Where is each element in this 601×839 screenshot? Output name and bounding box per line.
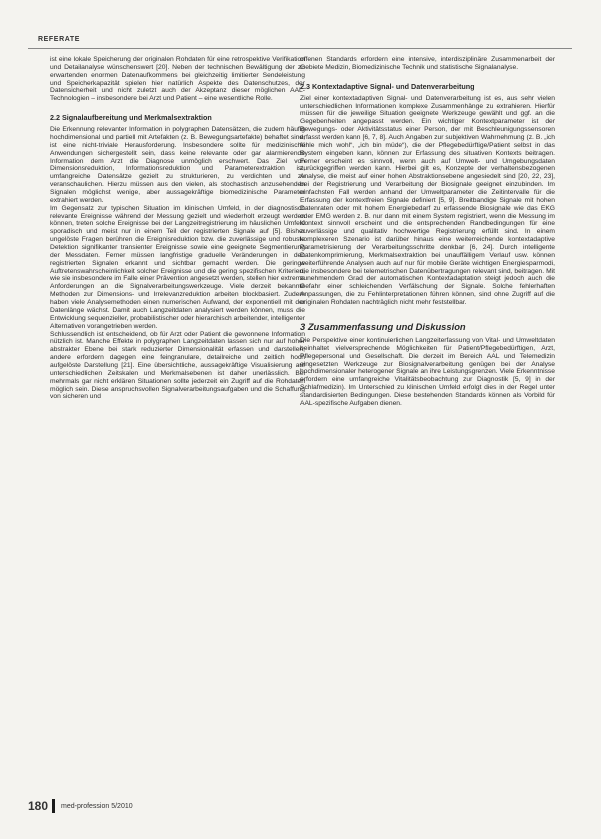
right-column xyxy=(300,56,555,408)
section-heading: 2.2 Signalaufbereitung und Merkmalsextraktion xyxy=(50,113,212,123)
paragraph: Die Perspektive einer kontinuierlichen Langzeiterfassung von Vital- und Umweltdaten beinhaltet vielversprechende Möglichkeiten für Patient/Pflegebedürftigen, Arzt, Pflegepersonal und Gesellschaft. Die derzeit im Bereich AAL und Telemedizin eingesetzten Werkzeuge zur Biosignalverarbeitung genügen bei der Analyse hochdimensionaler heterogener Signale an ihre Leistungsgrenzen. Viele Erkenntnisse erfordern eine umfangreiche Vitalitätsbeobachtung zur Diagnostik [5, 9] in der Schlafmedizin). Im Unterschied zu klinischen Umfeld erfolgt dies in der Regel unter standardisierten Bedingungen. Diese bestehenden Standards können als Vorbild für AAL-spezifische Aufgaben dienen. xyxy=(300,336,555,407)
paragraph: Schlussendlich ist entscheidend, ob für Arzt oder Patient die gewonnene Information nützlich ist. Manche Effekte in polygraphen Langzeitdaten lassen sich nur auf hoher abstrakter Ebene bei stark reduzierter Dimensionalität erfassen und darstellen, andere erfordern dagegen eine feingranulare, detailreiche und zeitlich hoch aufgelöste Darstellung [21]. Eine übersichtliche, aussagekräftige Visualisierung auf unterschiedlichen Zeitskalen und Merkmalsebenen ist daher unerlässlich. Bei mehrmals gar nicht erklären Situationen sollte jederzeit ein Zugriff auf die Rohdaten möglich sein. Diese anspruchsvollen Signalverarbeitungsaufgaben und die Schaffung von sicheren und xyxy=(50,330,305,401)
section-heading: 2.3 Kontextadaptive Signal- und Datenverarbeitung xyxy=(300,81,475,91)
paragraph: ist eine lokale Speicherung der originalen Rohdaten für eine retrospektive Verifikation und Detailanalyse wünschenswert [20]. Neben der technischen Bewältigung der zu erwartenden enormen Datenaufkommens bei gleichzeitig limitierter Sendeleistung und Speicherkapazität spielen hier natürlich Aspekte des Datenschutzes, der Datensicherheit und nicht zuletzt auch der Akzeptanz dieser möglichen AAL-Technologien – insbesondere bei Arzt und Patient – eine wesentliche Rolle. xyxy=(50,56,305,103)
left-column xyxy=(50,56,305,401)
paragraph: Im Gegensatz zur typischen Situation im klinischen Umfeld, in der diagnostisch relevante Ereignisse während der Messung gezielt und wiederholt erzeugt werden können, treten solche Ereignisse bei der Langzeitregistrierung im häuslichen Umfeld sporadisch und meist nur in einem Teil der registrierten Signale auf [5]. Bisher ungelöste Fragen berühren die Ereignisreduktion bzw. die zuverlässige und robuste Detektion signifikanter transienter Ereignisse sowie eine geeignete Segmentierung der Messdaten. Ferner müssen langfristige graduelle Veränderungen in den registrierten Signalen erkannt und sichtbar gemacht werden. Die geringe Auftretenswahrscheinlichkeit solcher Ereignisse und die gering spezifischen Kriterien, wie sie insbesondere im Falle einer Prävention angesetzt werden, stellen hier extreme Anforderungen an die Signalverarbeitungswerkzeuge. Viele derzeit bekannte Methoden zur Dimensions- und Irrelevanzreduktion arbeiten blockbasiert. Zudem haben viele Analysemethoden einen numerischen Aufwand, der exponentiell mit der Datenlänge wächst. Damit auch Langzeitdaten analysiert werden können, muss die Entwicklung sequenzieller, probabilistischer oder hierarchisch arbeitender, intelligenter Alternativen vorangetrieben werden. xyxy=(50,204,306,330)
chapter-heading: 3 Zusammenfassung und Diskussion xyxy=(300,320,466,332)
paragraph: Ziel einer kontextadaptiven Signal- und Datenverarbeitung ist es, aus sehr vielen unterschiedlichen Informationen komplexe Zusammenhänge zu extrahieren. Hierfür müssen für die jeweilige Situation geeignete Werkzeuge gewählt und ggf. an die Gegebenheiten angepasst werden. Ein wichtiger Kontextparameter ist der Bewegungs- oder Aktivitätsstatus einer Person, der mit Beschleunigungssensoren erfasst werden kann [6, 7, 8]. Auch Angaben zur subjektiven Wahrnehmung (z. B. „ich fühle mich wohl“, „ich bin müde“), die der Pflegebedürftige/Patient selbst in das System eingeben kann, können zur Erfassung des situativen Kontexts beitragen. Ferner erscheint es sinnvoll, wenn auch auf Umwelt- und Umgebungsdaten zurückgegriffen werden kann. Hierbei gilt es, Konzepte der verhaltensbezogenen Analyse, die meist auf einer hohen Abstraktionsebene angesiedelt sind [20, 22, 23], bei der Registrierung und Verarbeitung der Biosignale geeignet einzubinden. Im einfachsten Fall werden anhand der Umweltparameter die Zeitintervalle für die Erfassung der kontextfreien Signale definiert [5, 9]. Breitbandige Signale mit hohen Datenraten oder mit hohem Energiebedarf zu erfassende Biosignale wie das EKG oder EMG werden z. B. nur dann mit einem System registriert, wenn die Messung im Kontext sinnvoll erscheint und die entsprechenden Randbedingungen für eine zuverlässige und qualitativ hochwertige Registrierung erfüllt sind. In einem komplexeren Szenario ist darüber hinaus eine weiterreichende kontextadaptive Parametrisierung der Verarbeitungsschritte denkbar [6, 24]. Durch intelligente Datenkomprimierung, Merkmalsextraktion bei unauffälligem Verlauf usw. können weiterführende Analysen auch auf nur für mobile Geräte wichtigen Energiesparmodi, die insbesondere bei telemetrischen Datenübertragungen relevant sind, beitragen. Mit zunehmendem Grad der automatischen Kontextadaptation steigt jedoch auch die Gefahr einer schleichenden Verfälschung der Signale. Solche fehlerhaften Anpassungen, die zu Fehlinterpretationen führen können, sind ohne Zugriff auf die originalen Rohdaten nachträglich nicht mehr feststellbar. xyxy=(300,94,555,307)
paragraph: offenen Standards erfordern eine intensive, interdisziplinäre Zusammenarbeit der Gebiete Medizin, Biomedizinische Technik und statistische Signalanalyse. xyxy=(300,56,555,71)
header-rule xyxy=(28,34,572,49)
section-label: REFERATE xyxy=(38,36,81,43)
page-number: 180 xyxy=(28,799,55,813)
page-footer xyxy=(28,798,328,814)
journal-name: med-profession 5/2010 xyxy=(61,802,133,810)
paragraph: Die Erkennung relevanter Information in polygraphen Datensätzen, die zudem häufig hochdimensional und partiell mit Artefakten (z. B. Bewegungsartefakte) behaftet sind, ist eine nicht-triviale Herausforderung. Insbesondere sollte für medizinische Anwendungen sichergestellt sein, dass keine relevante oder gar alarmierende Information dem Arzt die Diagnose unmöglich erschwert. Das Ziel von Dimensionsreduktion, Informationsreduktion und Parameterextraktion ist, umfangreiche Datensätze gezielt zu strukturieren, zu verdichten und zu veranschaulichen. Hierzu müssen aus den vielen, als stochastisch anzusehenden Signalen möglichst wenige, aber aussagekräftige biomedizinische Parameter extrahiert werden. xyxy=(50,126,305,204)
